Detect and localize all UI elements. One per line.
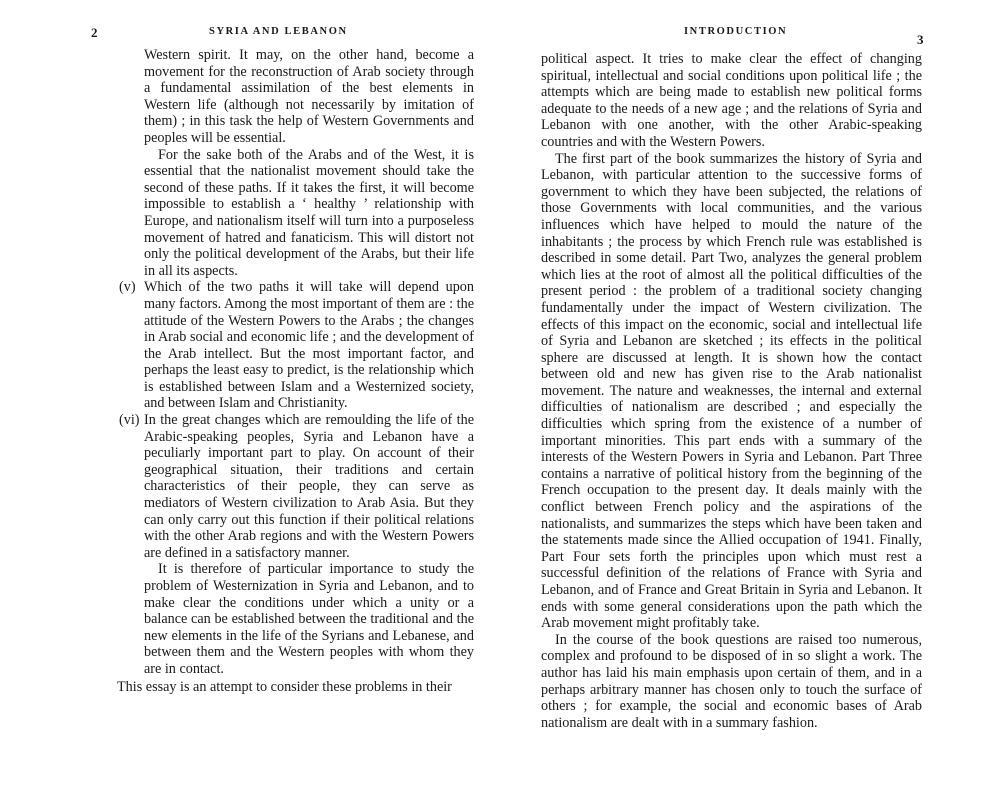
page-number-left: 2 (91, 25, 98, 40)
right-page-text (541, 51, 922, 731)
running-head-left: SYRIA AND LEBANON (209, 26, 348, 37)
paragraph-essay: This essay is an attempt to consider these problems in their (117, 678, 452, 695)
left-page-text (103, 47, 474, 695)
list-item-v (103, 279, 474, 412)
paragraph-political-aspect: political aspect. It tries to make clear the effect of changing spiritual, intellectual and social conditions upon political life ; the attempts which are being made to establish new political forms adequate to the needs of a new age ; and the relations of Syria and Lebanon with one another, with the other Arabic-speaking countries and with the Western Powers. (541, 51, 922, 150)
list-label-v: (v) (119, 279, 136, 296)
list-label-vi: (vi) (119, 412, 140, 429)
page-number-right: 3 (917, 32, 924, 47)
list-body-vi (144, 412, 474, 678)
paragraph-continued: Western spirit. It may, on the other hand, become a movement for the reconstruction of Arab society through a fundamental assimilation of the best elements in Western life (although not necessarily by imitation of them) ; in this task the help of Western Governments and peoples will be essential. (144, 47, 474, 146)
list-body-v: Which of the two paths it will take will depend upon many factors. Among the most important of them are : the attitude of the Western Powers to the Arabs ; the changes in Arab social and economic life ; and the development of the Arab intellect. But the most important factor, and perhaps the least easy to predict, is the relationship which is established between Islam and a Westernized society, and between Islam and Christianity. (144, 279, 474, 412)
running-head-right: INTRODUCTION (684, 26, 788, 37)
list-vi-paragraph-1: In the great changes which are remoulding the life of the Arabic-speaking peoples, Syria and Lebanon have a peculiarly important part to play. On account of their geographical situation, their traditions and certain characteristics of their people, they can serve as mediators of Western civilization to Arab Asia. But they can only carry out this function if their political relations with the other Arab regions and with the Western Powers are defined in a satisfactory manner. (144, 412, 474, 561)
paragraph-first-part: The first part of the book summarizes the history of Syria and Lebanon, with particular attention to the successive forms of government to which they have been subjected, the relations of those Governments with local communities, and the various influences which have helped to mould the nature of the inhabitants ; the process by which French rule was established is described in some detail. Part Two, analyzes the general problem which lies at the root of almost all the political difficulties of the present period : the problem of a traditional society changing fundamentally under the impact of Western civilization. The effects of this impact on the economic, social and intellectual life of Syria and Lebanon are sketched ; its effects in the political sphere are discussed at length. It is shown how the contact between old and new has given rise to the Arab nationalist movement. The nature and weaknesses, the internal and external difficulties of nationalism are described ; and especially the difficulties which spring from the existence of a number of important minorities. This part ends with a summary of the interests of the Western Powers in Syria and Lebanon. Part Three contains a narrative of political history from the beginning of the French occupation to the present day. It deals mainly with the conflict between French policy and the aspirations of the nationalists, and summarizes the steps which have been taken and the statements made since the Allied occupation of 1941. Finally, Part Four sets forth the principles upon which must rest a successful definition of the relations of France with Syria and Lebanon, and of France and Great Britain in Syria and Lebanon. It ends with some general considerations upon the path which the Arab movement might profitably take. (541, 150, 922, 632)
list-item-vi (103, 412, 474, 678)
continued-paragraph-block (103, 47, 474, 279)
right-page (499, 0, 998, 795)
paragraph-course-of-book: In the course of the book questions are raised too numerous, complex and profound to be disposed of in so slight a work. The author has laid his main emphasis upon certain of them, and in a perhaps arbitrary manner has chosen only to touch the surface of others ; for example, the social and economic bases of Arab nationalism are dealt with in a summary fashion. (541, 631, 922, 731)
list-vi-paragraph-2: It is therefore of particular importance to study the problem of Westernization in Syria and Lebanon, and to make clear the conditions under which a unity or a balance can be established between the traditional and the new elements in the life of the Syrians and Lebanese, and between them and the Western peoples with whom they are in contact. (144, 561, 474, 677)
paragraph-sake-of-arabs: For the sake both of the Arabs and of the West, it is essential that the nationalist movement should take the second of these paths. If it takes the first, it will become impossible to establish a ‘ healthy ’ relationship with Europe, and nationalism itself will turn into a purposeless movement of hatred and fanaticism. This will distort not only the political development of the Arabs, but their life in all its aspects. (144, 146, 474, 279)
